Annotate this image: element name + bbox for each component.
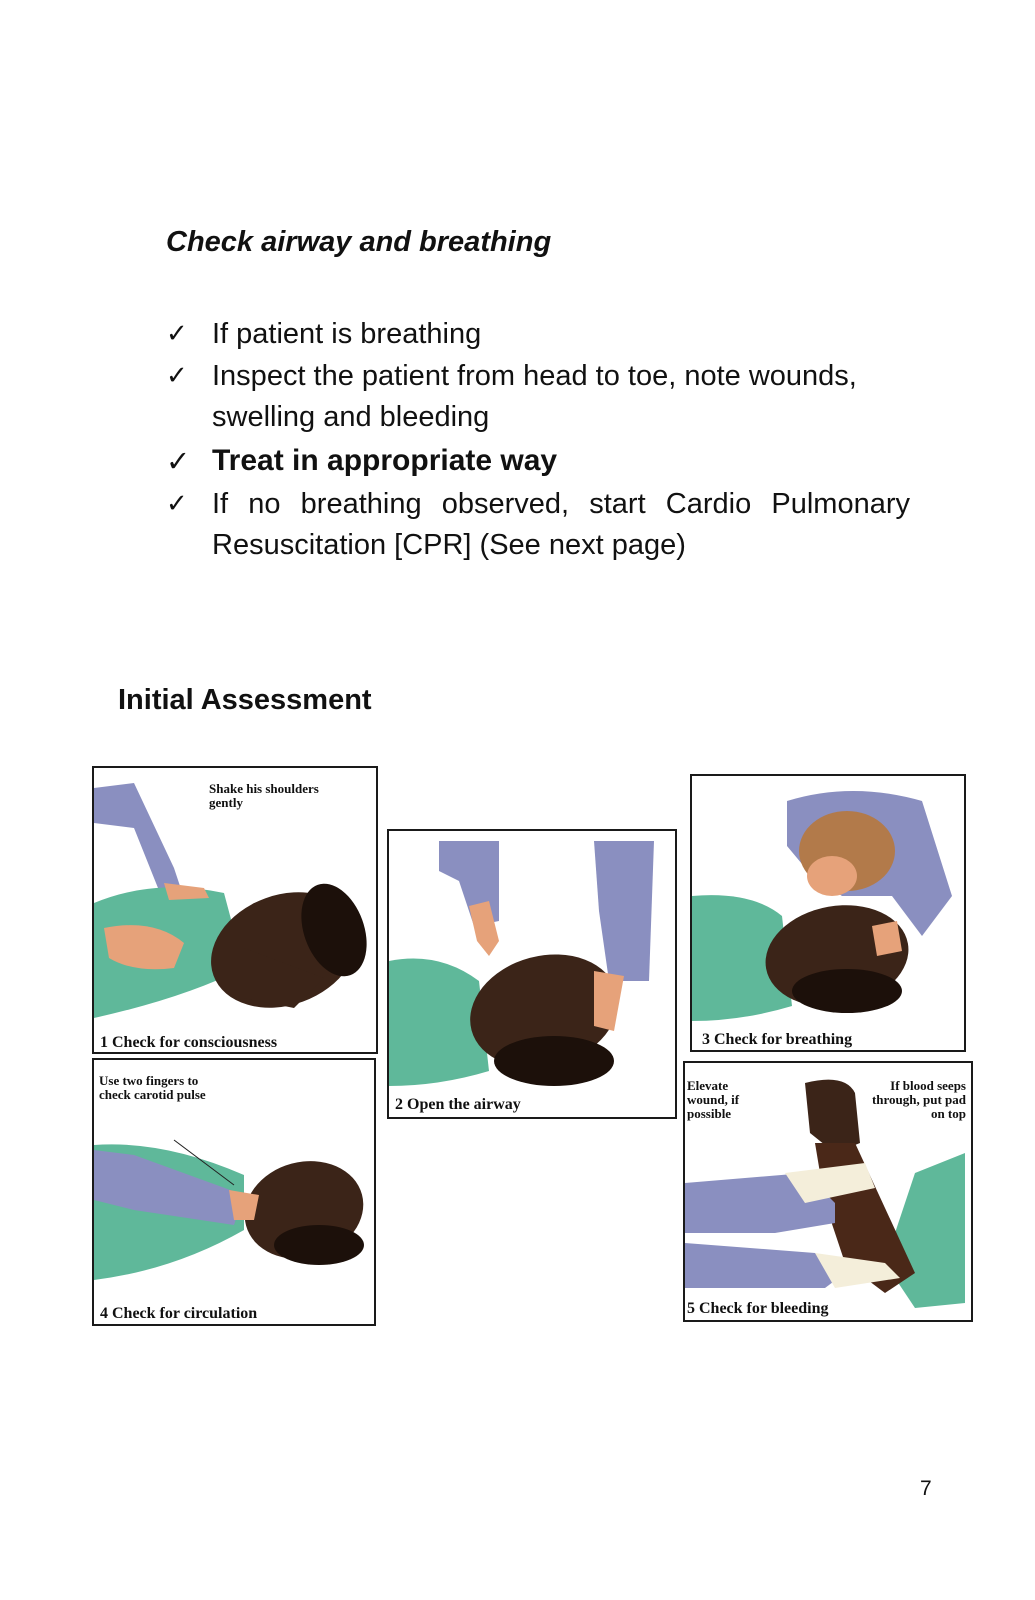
figure-note: Shake his shoulders gently xyxy=(209,781,319,810)
checklist-item: ✓ If patient is breathing xyxy=(166,314,910,355)
section-heading: Check airway and breathing xyxy=(166,226,552,258)
figure-note: Use two fingers to check carotid pulse xyxy=(99,1073,206,1102)
figure-check-breathing xyxy=(690,774,966,1052)
checklist-item: ✓ Treat in appropriate way xyxy=(166,439,910,483)
figure-caption: 3 Check for breathing xyxy=(702,1031,853,1048)
checkmark-icon: ✓ xyxy=(166,444,191,478)
figure-caption: 5 Check for bleeding xyxy=(687,1300,829,1317)
checklist-item: ✓ If no breathing observed, start Cardio Pulmonary Resuscitation [CPR] (See next page) xyxy=(166,484,910,566)
illustration-breathing xyxy=(692,776,966,1052)
figure-caption: 4 Check for circulation xyxy=(100,1305,258,1322)
page-number: 7 xyxy=(920,1477,932,1500)
figure-note-left: Elevate wound, if possible xyxy=(687,1078,740,1121)
figure-check-circulation xyxy=(92,1058,376,1326)
illustration-airway xyxy=(389,831,677,1119)
checklist xyxy=(166,314,910,567)
figure-caption: 1 Check for consciousness xyxy=(100,1034,278,1051)
figure-open-airway xyxy=(387,829,677,1119)
figure-note-right: If blood seeps through, put pad on top xyxy=(871,1078,966,1121)
checkmark-icon: ✓ xyxy=(166,489,188,519)
initial-assessment-heading: Initial Assessment xyxy=(118,684,372,716)
checkmark-icon: ✓ xyxy=(166,319,188,349)
checkmark-icon: ✓ xyxy=(166,361,188,391)
figure-check-bleeding xyxy=(683,1061,973,1322)
figure-caption: 2 Open the airway xyxy=(395,1096,521,1113)
illustration-consciousness xyxy=(94,768,378,1054)
figure-check-consciousness xyxy=(92,766,378,1054)
checklist-item: ✓ Inspect the patient from head to toe, note wounds, swelling and bleeding xyxy=(166,356,910,438)
